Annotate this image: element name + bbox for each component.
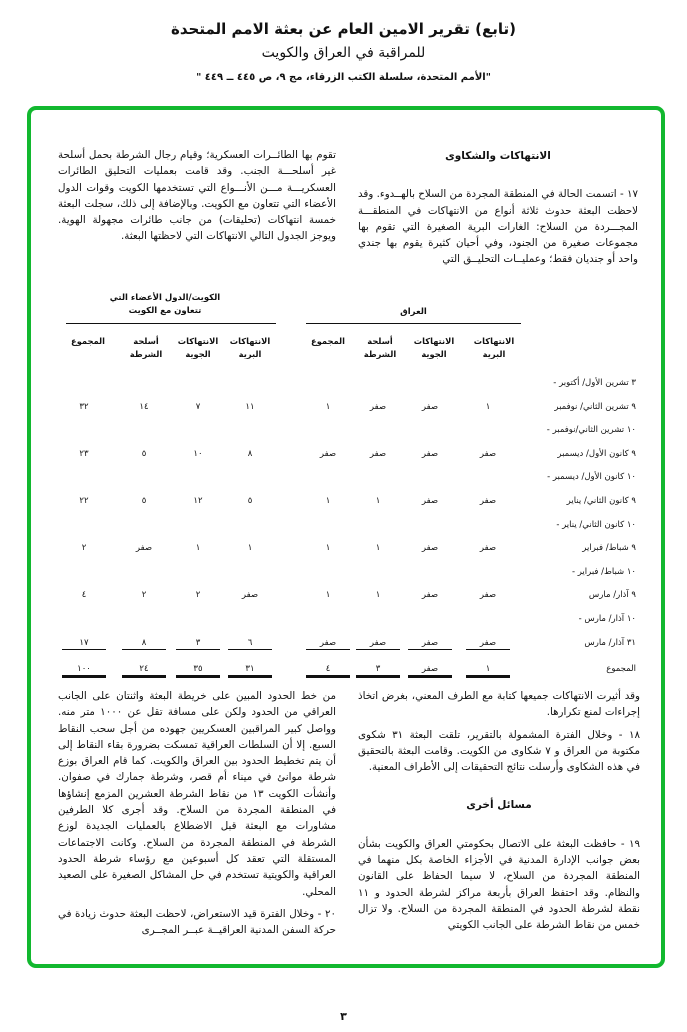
paragraph-18: ١٨ - وخلال الفترة المشمولة بالتقرير، تلقت البعثة ٣١ شكوى مكتوبة من العراق و ٧ شكاوى من الكويت. وقامت البعثة بالتحقيق في هذه الشكاوى وأرسلت نتائج التحقيقات إلى الأطراف المعنية.	[358, 728, 640, 774]
violations-table	[56, 290, 636, 680]
iraq-cell: صفر	[319, 448, 337, 459]
paragraph-20: ٢٠ - وخلال الفترة قيد الاستعراض، لاحظت البعثة حدوث زيادة في حركة السفن المدنية العراقيــة عبــر المجــرى	[58, 907, 336, 937]
kuwait-cell: ١	[247, 543, 253, 554]
iraq-total-cell: صفر	[408, 664, 452, 678]
page-subtitle: للمراقبة في العراق والكويت	[261, 45, 426, 61]
kuwait-header-rule	[66, 323, 276, 324]
paragraph-17-continued: تقوم بها الطائــرات العسكرية؛ وقيام رجال الشرطة بحمل أسلحة غير أسلحـــة الجنب. وقد قامت بعمليات التحليق الطائرات العسكريـــة مـــن الأنـــواع التي تستخدمها الكويت وقوات الدول الأعضاء التي تتعاون مع الكويت. وبالإضافة إلى ذلك، سجلت البعثة خمسة انتهاكات (تحليقات) من جانب طائرات مجهولة الهوية. ويوجز الجدول التالي الانتهاكات التي لاحظتها البعثة.	[58, 149, 336, 243]
kuwait-total-cell: ٢٤	[122, 664, 166, 678]
kuwait-cell: ٣٢	[79, 401, 89, 412]
iraq-cell: صفر	[421, 496, 439, 506]
kuwait-cell: ٢٣	[79, 448, 89, 459]
col-header-l1: أسلحة	[133, 336, 159, 346]
kuwait-cell: ٨	[122, 638, 166, 650]
kuwait-cell: ١٢	[193, 496, 203, 506]
kuwait-total-cell: ٣٥	[176, 664, 220, 678]
kuwait-col-police	[118, 335, 174, 361]
iraq-cell: صفر	[306, 638, 350, 650]
table-row	[56, 449, 636, 463]
kuwait-cell: ٢	[195, 590, 201, 601]
iraq-cell: ١	[325, 401, 331, 412]
col-header-l1: الانتهاكات	[229, 336, 271, 346]
table-row	[56, 378, 636, 392]
kuwait-cell: ١٤	[139, 401, 149, 412]
group-header-iraq: العراق	[400, 307, 427, 317]
iraq-header-rule	[306, 323, 521, 324]
table-row	[56, 590, 636, 604]
kuwait-cell: ٧	[195, 401, 201, 412]
row-label: ٩ آذار/ مارس	[588, 590, 636, 601]
table-row	[56, 567, 636, 581]
iraq-col-total	[300, 335, 356, 348]
col-header-l1: المجموع	[311, 336, 345, 346]
iraq-cell: صفر	[479, 590, 497, 601]
col-header-l1: المجموع	[71, 336, 105, 346]
kuwait-cell: ٢	[141, 590, 147, 601]
kuwait-cell: ١٠	[193, 448, 203, 459]
table-row	[56, 402, 636, 416]
kuwait-cell: ٣	[176, 638, 220, 650]
iraq-cell: صفر	[421, 543, 439, 554]
row-label: ٩ كانون الأول/ ديسمبر	[557, 448, 636, 459]
col-header-l1: أسلحة	[367, 336, 393, 346]
page-title: (تابع) تقرير الامين العام عن بعثة الامم المتحدة	[171, 20, 516, 38]
iraq-cell: ١	[375, 590, 381, 601]
table-row	[56, 614, 636, 628]
iraq-cell: صفر	[421, 401, 439, 412]
iraq-total-cell: ٤	[306, 664, 350, 678]
table-total-row	[56, 664, 636, 678]
row-label: ١٠ آذار/ مارس -	[578, 614, 636, 624]
col-header-l1: الانتهاكات	[473, 336, 515, 346]
row-label: ٩ تشرين الثاني/ نوفمبر	[554, 401, 636, 412]
iraq-cell: ١	[375, 543, 381, 554]
kuwait-cell: ٥	[247, 496, 253, 506]
section-heading-other-matters: مسائل أخرى	[466, 799, 532, 812]
paragraph-17: ١٧ - اتسمت الحالة في المنطقة المجردة من السلاح بالهــدوء. وقد لاحظت البعثة حدوث ثلاثة أنواع من الانتهاكات في المنطقـــة المجـــردة من السلاح: الغارات البرية الصغيرة التي تقوم بها مجموعات صغيرة من الجنود، وفي أحيان كثيرة يقوم بها جندي واحد أو جنديان فقط؛ وعمليــات التحليــق التي	[358, 188, 638, 266]
iraq-cell: صفر	[421, 590, 439, 601]
kuwait-cell: ٥	[141, 448, 147, 459]
kuwait-cell: ٢	[81, 543, 87, 554]
table-row	[56, 496, 636, 510]
row-label: ١٠ تشرين الثاني/نوفمبر -	[546, 425, 636, 436]
kuwait-cell: ٨	[247, 448, 253, 459]
kuwait-total-cell: ١٠٠	[62, 664, 106, 678]
iraq-cell: صفر	[479, 496, 497, 506]
right-column-top	[358, 148, 638, 274]
kuwait-total-cell: ٣١	[228, 664, 272, 678]
iraq-col-land	[466, 335, 522, 361]
col-header-l2: الجوية	[421, 349, 447, 359]
kuwait-cell: ٥	[141, 496, 147, 506]
kuwait-cell: ١١	[245, 401, 255, 412]
col-header-l2: البرية	[238, 349, 262, 359]
iraq-cell: ١	[325, 543, 331, 554]
col-header-l2: الشرطة	[363, 349, 397, 359]
col-header-l2: الشرطة	[129, 349, 163, 359]
iraq-cell: صفر	[466, 638, 510, 650]
table-row	[56, 425, 636, 439]
row-label: ١٠ كانون الثاني/ يناير -	[556, 519, 636, 530]
kuwait-cell: ١	[195, 543, 201, 554]
table-row	[56, 520, 636, 534]
page-number: ٣	[340, 1010, 347, 1023]
iraq-cell: ١	[325, 496, 331, 506]
kuwait-cell: صفر	[241, 590, 259, 601]
row-label: ٣١ آذار/ مارس	[584, 637, 636, 648]
col-header-l1: الانتهاكات	[177, 336, 219, 346]
left-column-bottom	[58, 688, 336, 944]
row-label: ١٠ كانون الأول/ ديسمبر -	[547, 472, 636, 483]
table-row	[56, 638, 636, 652]
section-heading-violations: الانتهاكات والشكاوى	[445, 150, 551, 162]
paragraph-19-continued: من خط الحدود المبين على خريطة البعثة واثنتان على الجانب العراقي من الحدود ولكن على مسافة تقل عن ١٠٠٠ متر منه. وواصل كبير المراقبين العسكريين جهوده من أجل سحب النقاط السبع. إلا أن السلطات العراقية تمسكت بضرورة بقاء النقاط إلى أن يتم تخطيط الحدود بين العراق والكويت. كما قام العراق بوزع شرطة موانئ في ميناء أم قصر، وشرطة جمارك في صفوان. وأنشأت الكويت ١٣ من نقاط الشرطة العشرين المزمع إنشاؤها في المنطقة المجردة من السلاح. وقد أجرى كلا الطرفين مشاورات مع البعثة قبل الاضطلاع بالعمليات الجديدة لوزع الشرطة في المنطقة المجردة من السلاح. وكانت الاجتماعات المستقلة التي تعقد كل أسبوعين مع رؤساء شرطة الحدود العراقية والكويتية تستخدم في حل المشاكل الصغيرة على الصعيد المحلي.	[58, 690, 336, 898]
right-column-bottom	[358, 688, 640, 940]
iraq-col-air	[406, 335, 462, 361]
iraq-total-cell: ٣	[356, 664, 400, 678]
kuwait-cell: صفر	[135, 543, 153, 554]
kuwait-col-total	[60, 335, 116, 348]
iraq-cell: صفر	[369, 448, 387, 459]
iraq-cell: صفر	[369, 401, 387, 412]
iraq-cell: ١	[375, 496, 381, 506]
left-column-top	[58, 147, 336, 251]
col-header-l2: الجوية	[185, 349, 211, 359]
paragraph-17-end: وقد أثيرت الانتهاكات جميعها كتابة مع الطرف المعني، بغرض اتخاذ إجراءات لمنع تكرارها.	[358, 690, 640, 719]
row-label: ٣ تشرين الأول/ أكتوبر -	[553, 378, 636, 388]
kuwait-col-land	[222, 335, 278, 361]
iraq-cell: صفر	[479, 543, 497, 554]
iraq-cell: صفر	[356, 638, 400, 650]
total-label: المجموع	[606, 664, 636, 675]
table-row	[56, 472, 636, 486]
group-header-kuwait-line1: الكويت/الدول الأعضاء التي	[109, 293, 221, 303]
kuwait-col-air	[170, 335, 226, 361]
iraq-cell: صفر	[408, 638, 452, 650]
group-header-kuwait-line2: تتعاون مع الكويت	[128, 306, 202, 316]
kuwait-cell: ٦	[228, 638, 272, 650]
iraq-total-cell: ١	[466, 664, 510, 678]
iraq-cell: ١	[325, 590, 331, 601]
group-header-kuwait	[56, 292, 274, 318]
iraq-col-police	[352, 335, 408, 361]
col-header-l2: البرية	[482, 349, 506, 359]
iraq-cell: صفر	[479, 448, 497, 459]
source-citation: "الأمم المتحدة، سلسلة الكتب الزرقاء، مج ٩، ص ٤٤٥ ــ ٤٤٩ "	[196, 72, 491, 83]
table-row	[56, 543, 636, 557]
row-label: ١٠ شباط/ فبراير -	[571, 566, 636, 577]
kuwait-cell: ١٧	[62, 638, 106, 650]
kuwait-cell: ٤	[81, 590, 87, 601]
kuwait-cell: ٢٢	[79, 496, 89, 506]
col-header-l1: الانتهاكات	[413, 336, 455, 346]
iraq-cell: صفر	[421, 448, 439, 459]
iraq-cell: ١	[485, 401, 491, 412]
row-label: ٩ شباط/ فبراير	[582, 543, 636, 554]
paragraph-19: ١٩ - حافظت البعثة على الاتصال بحكومتي العراق والكويت بشأن بعض جوانب الإدارة المدنية في الأجزاء الخاصة بكل منهما في المنطقة المجردة من السلاح، لا سيما الحفاظ على القانون والنظام. وقد احتفظ العراق بأربعة مراكز لشرطة الحدود و ١١ نقطة لشرطة الحدود في المنطقة المجردة من السلاح. ولا تزال خمس من نقاط الشرطة على الجانب الكويتي	[358, 837, 640, 932]
row-label: ٩ كانون الثاني/ يناير	[566, 496, 636, 506]
